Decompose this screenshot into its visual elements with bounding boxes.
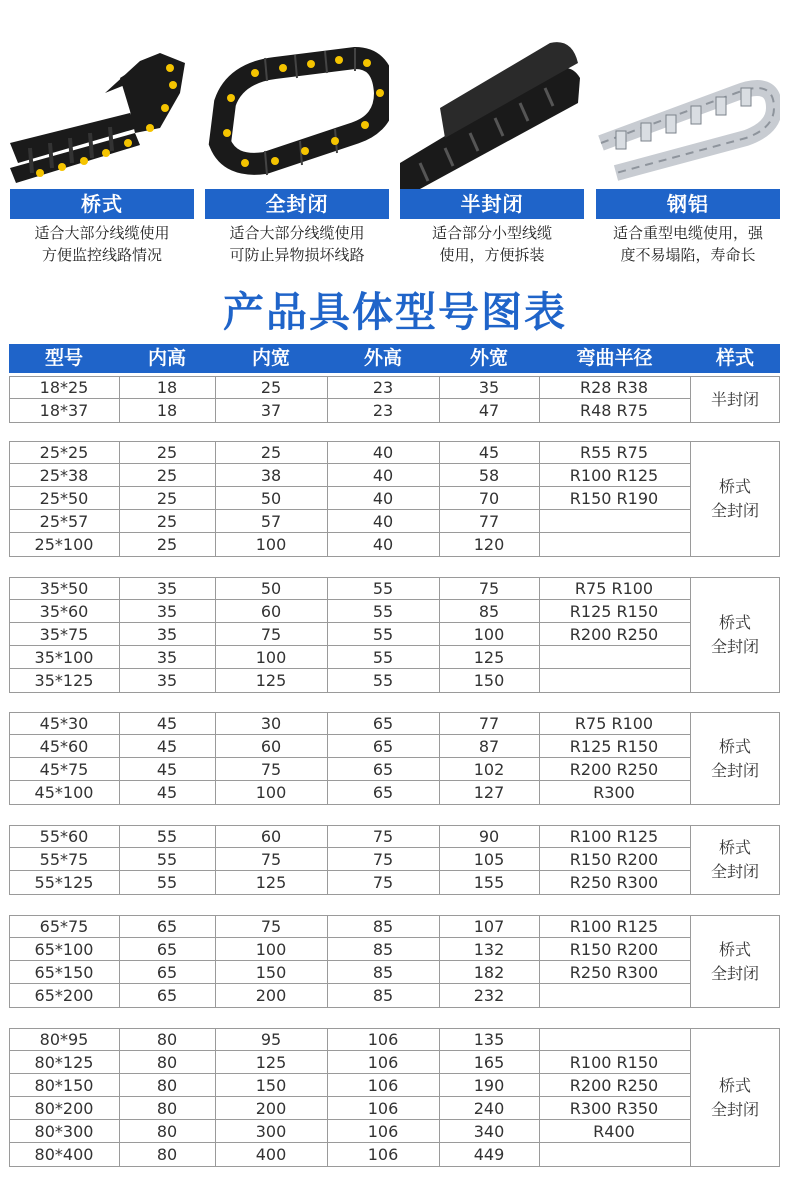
bend-radius-value xyxy=(539,1028,689,1051)
bend-radius-value: R150 R200 xyxy=(569,940,659,959)
style-value: 全封闭 xyxy=(710,862,759,881)
outer-width-cell: 125 xyxy=(473,648,505,667)
outer-height-cell: 55 xyxy=(372,602,394,621)
header-model: 型号 xyxy=(44,347,83,369)
inner-height-cell: 18 xyxy=(156,378,178,397)
header-inner-height: 内高 xyxy=(147,347,186,369)
table-group xyxy=(9,712,780,805)
outer-height-cell: 23 xyxy=(372,401,394,420)
outer-width-cell: 87 xyxy=(478,737,500,756)
outer-height-cell: 75 xyxy=(372,850,394,869)
model-cell: 55*60 xyxy=(39,827,89,846)
style-value: 半封闭 xyxy=(710,390,759,409)
bend-radius-value: R28 R38 xyxy=(579,378,649,397)
style-value: 全封闭 xyxy=(710,964,759,983)
bend-radius-value: R200 R250 xyxy=(569,760,659,779)
style-value: 全封闭 xyxy=(710,637,759,656)
inner-height-cell: 45 xyxy=(156,737,178,756)
bend-radius-value: R250 R300 xyxy=(569,963,659,982)
outer-height-cell: 40 xyxy=(372,512,394,531)
inner-width-cell: 125 xyxy=(255,1053,287,1072)
bend-radius-value: R100 R125 xyxy=(569,917,659,936)
inner-width-cell: 125 xyxy=(255,873,287,892)
outer-height-cell: 85 xyxy=(372,917,394,936)
inner-height-cell: 35 xyxy=(156,648,178,667)
inner-height-cell: 18 xyxy=(156,401,178,420)
inner-height-cell: 65 xyxy=(156,963,178,982)
bend-radius-cell xyxy=(539,1028,689,1143)
style-cell xyxy=(690,938,780,986)
model-cell: 45*30 xyxy=(39,714,89,733)
header-style: 样式 xyxy=(715,347,754,369)
product-description xyxy=(596,222,780,266)
product-desc-line: 适合部分小型线缆 xyxy=(431,224,552,242)
product-desc-line: 可防止异物损坏线路 xyxy=(229,246,365,264)
outer-height-cell: 40 xyxy=(372,535,394,554)
outer-height-cell: 106 xyxy=(367,1099,399,1118)
bend-radius-value: R400 xyxy=(593,1122,635,1141)
bend-radius-cell xyxy=(539,441,689,510)
inner-width-cell: 100 xyxy=(255,535,287,554)
table-group xyxy=(9,915,780,1008)
inner-height-cell: 25 xyxy=(156,535,178,554)
outer-height-cell: 85 xyxy=(372,963,394,982)
inner-width-cell: 37 xyxy=(260,401,282,420)
inner-width-cell: 75 xyxy=(260,850,282,869)
bend-radius-value: R75 R100 xyxy=(574,714,654,733)
outer-height-cell: 75 xyxy=(372,827,394,846)
outer-width-cell: 182 xyxy=(473,963,505,982)
outer-width-cell: 77 xyxy=(478,512,500,531)
outer-height-cell: 65 xyxy=(372,737,394,756)
outer-height-cell: 106 xyxy=(367,1030,399,1049)
style-value: 桥式 xyxy=(718,737,751,756)
model-cell: 45*60 xyxy=(39,737,89,756)
outer-width-cell: 77 xyxy=(478,714,500,733)
table-group xyxy=(9,825,780,895)
table-row xyxy=(9,1143,780,1166)
table-group xyxy=(9,376,780,423)
inner-width-cell: 150 xyxy=(255,1076,287,1095)
model-cell: 25*38 xyxy=(39,466,89,485)
outer-width-cell: 127 xyxy=(473,783,505,802)
model-cell: 55*125 xyxy=(34,873,94,892)
outer-height-cell: 40 xyxy=(372,489,394,508)
product-desc-line: 适合大部分线缆使用 xyxy=(229,224,365,242)
inner-height-cell: 65 xyxy=(156,940,178,959)
outer-height-cell: 65 xyxy=(372,714,394,733)
outer-width-cell: 155 xyxy=(473,873,505,892)
model-cell: 35*125 xyxy=(34,671,94,690)
product-desc-line: 使用，方便拆装 xyxy=(439,246,545,264)
outer-width-cell: 232 xyxy=(473,986,505,1005)
outer-height-cell: 55 xyxy=(372,648,394,667)
model-cell: 45*75 xyxy=(39,760,89,779)
product-label: 钢铝 xyxy=(596,189,780,219)
style-value: 桥式 xyxy=(718,477,751,496)
product-description xyxy=(10,222,194,266)
inner-width-cell: 57 xyxy=(260,512,282,531)
model-cell: 18*25 xyxy=(39,378,89,397)
outer-width-cell: 240 xyxy=(473,1099,505,1118)
outer-height-cell: 40 xyxy=(372,443,394,462)
page-title: 产品具体型号图表 xyxy=(223,288,567,336)
table-header xyxy=(9,344,780,373)
table-group xyxy=(9,1028,780,1167)
inner-width-cell: 50 xyxy=(260,489,282,508)
style-cell xyxy=(690,475,780,523)
inner-width-cell: 200 xyxy=(255,986,287,1005)
outer-width-cell: 107 xyxy=(473,917,505,936)
inner-height-cell: 55 xyxy=(156,827,178,846)
model-cell: 65*200 xyxy=(34,986,94,1005)
table-row xyxy=(9,984,780,1007)
model-cell: 35*75 xyxy=(39,625,89,644)
table-row xyxy=(9,533,780,556)
bend-radius-value: R150 R200 xyxy=(569,850,659,869)
fully-closed-chain-icon xyxy=(205,33,389,189)
steel-aluminum-chain-icon xyxy=(596,33,780,189)
inner-width-cell: 25 xyxy=(260,378,282,397)
outer-height-cell: 106 xyxy=(367,1122,399,1141)
inner-height-cell: 80 xyxy=(156,1099,178,1118)
inner-width-cell: 200 xyxy=(255,1099,287,1118)
inner-width-cell: 60 xyxy=(260,827,282,846)
product-description xyxy=(400,222,584,266)
table-row xyxy=(9,669,780,692)
product-desc-line: 方便监控线路情况 xyxy=(41,246,162,264)
outer-height-cell: 85 xyxy=(372,986,394,1005)
outer-height-cell: 55 xyxy=(372,625,394,644)
bend-radius-value: R300 xyxy=(593,783,635,802)
outer-height-cell: 75 xyxy=(372,873,394,892)
product-types xyxy=(0,0,790,270)
style-value: 全封闭 xyxy=(710,1100,759,1119)
bridge-chain-icon xyxy=(10,33,194,189)
bend-radius-value: R300 R350 xyxy=(569,1099,659,1118)
bend-radius-value: R150 R190 xyxy=(569,489,659,508)
header-outer-height: 外高 xyxy=(363,347,402,369)
outer-height-cell: 40 xyxy=(372,466,394,485)
outer-height-cell: 85 xyxy=(372,940,394,959)
bend-radius-cell xyxy=(539,376,689,422)
model-cell: 35*100 xyxy=(34,648,94,667)
bend-radius-value: R200 R250 xyxy=(569,625,659,644)
inner-width-cell: 30 xyxy=(260,714,282,733)
inner-height-cell: 55 xyxy=(156,850,178,869)
product-desc-line: 度不易塌陷，寿命长 xyxy=(620,246,756,264)
outer-width-cell: 102 xyxy=(473,760,505,779)
inner-height-cell: 80 xyxy=(156,1145,178,1164)
inner-width-cell: 50 xyxy=(260,579,282,598)
model-cell: 80*150 xyxy=(34,1076,94,1095)
semi-closed-chain-icon xyxy=(400,33,584,189)
style-cell xyxy=(690,735,780,783)
outer-width-cell: 449 xyxy=(473,1145,505,1164)
inner-width-cell: 75 xyxy=(260,625,282,644)
inner-height-cell: 25 xyxy=(156,466,178,485)
outer-height-cell: 23 xyxy=(372,378,394,397)
header-inner-width: 内宽 xyxy=(251,347,290,369)
model-cell: 25*25 xyxy=(39,443,89,462)
inner-height-cell: 25 xyxy=(156,512,178,531)
inner-height-cell: 55 xyxy=(156,873,178,892)
style-value: 全封闭 xyxy=(710,501,759,520)
inner-height-cell: 65 xyxy=(156,917,178,936)
model-cell: 80*125 xyxy=(34,1053,94,1072)
outer-width-cell: 135 xyxy=(473,1030,505,1049)
inner-height-cell: 25 xyxy=(156,443,178,462)
outer-width-cell: 105 xyxy=(473,850,505,869)
outer-width-cell: 90 xyxy=(478,827,500,846)
inner-width-cell: 400 xyxy=(255,1145,287,1164)
style-cell xyxy=(690,611,780,659)
outer-height-cell: 55 xyxy=(372,671,394,690)
style-cell xyxy=(690,1074,780,1122)
style-value: 桥式 xyxy=(718,1076,751,1095)
table-row xyxy=(9,510,780,533)
model-cell: 65*150 xyxy=(34,963,94,982)
outer-width-cell: 190 xyxy=(473,1076,505,1095)
bend-radius-value: R250 R300 xyxy=(569,873,659,892)
inner-width-cell: 38 xyxy=(260,466,282,485)
model-cell: 65*75 xyxy=(39,917,89,936)
style-cell xyxy=(690,388,780,412)
inner-height-cell: 35 xyxy=(156,671,178,690)
model-cell: 45*100 xyxy=(34,783,94,802)
style-value: 桥式 xyxy=(718,940,751,959)
model-cell: 25*50 xyxy=(39,489,89,508)
outer-width-cell: 45 xyxy=(478,443,500,462)
inner-width-cell: 125 xyxy=(255,671,287,690)
product-label: 半封闭 xyxy=(400,189,584,219)
product-label: 全封闭 xyxy=(205,189,389,219)
model-cell: 35*60 xyxy=(39,602,89,621)
bend-radius-value: R48 R75 xyxy=(579,401,649,420)
outer-width-cell: 132 xyxy=(473,940,505,959)
bend-radius-cell xyxy=(539,577,689,646)
inner-width-cell: 25 xyxy=(260,443,282,462)
bend-radius-value: R125 R150 xyxy=(569,737,659,756)
inner-width-cell: 100 xyxy=(255,940,287,959)
outer-width-cell: 165 xyxy=(473,1053,505,1072)
inner-height-cell: 35 xyxy=(156,625,178,644)
table-group xyxy=(9,577,780,693)
bend-radius-value: R125 R150 xyxy=(569,602,659,621)
inner-width-cell: 75 xyxy=(260,917,282,936)
inner-height-cell: 80 xyxy=(156,1122,178,1141)
inner-width-cell: 100 xyxy=(255,648,287,667)
bend-radius-value: R100 R125 xyxy=(569,827,659,846)
model-cell: 35*50 xyxy=(39,579,89,598)
style-cell xyxy=(690,836,780,884)
outer-height-cell: 65 xyxy=(372,783,394,802)
product-desc-line: 适合大部分线缆使用 xyxy=(34,224,170,242)
model-cell: 80*95 xyxy=(39,1030,89,1049)
table-row xyxy=(9,646,780,669)
bend-radius-cell xyxy=(539,915,689,984)
outer-width-cell: 85 xyxy=(478,602,500,621)
style-value: 桥式 xyxy=(718,838,751,857)
model-cell: 55*75 xyxy=(39,850,89,869)
model-cell: 80*400 xyxy=(34,1145,94,1164)
outer-width-cell: 70 xyxy=(478,489,500,508)
outer-height-cell: 55 xyxy=(372,579,394,598)
model-cell: 25*100 xyxy=(34,535,94,554)
bend-radius-cell xyxy=(539,712,689,804)
inner-height-cell: 35 xyxy=(156,602,178,621)
model-cell: 18*37 xyxy=(39,401,89,420)
inner-width-cell: 100 xyxy=(255,783,287,802)
style-value: 桥式 xyxy=(718,613,751,632)
outer-height-cell: 65 xyxy=(372,760,394,779)
header-outer-width: 外宽 xyxy=(469,347,508,369)
inner-height-cell: 80 xyxy=(156,1030,178,1049)
inner-height-cell: 45 xyxy=(156,714,178,733)
model-cell: 80*300 xyxy=(34,1122,94,1141)
outer-width-cell: 100 xyxy=(473,625,505,644)
inner-width-cell: 300 xyxy=(255,1122,287,1141)
inner-height-cell: 80 xyxy=(156,1053,178,1072)
outer-width-cell: 35 xyxy=(478,378,500,397)
style-value: 全封闭 xyxy=(710,761,759,780)
outer-width-cell: 340 xyxy=(473,1122,505,1141)
model-cell: 80*200 xyxy=(34,1099,94,1118)
inner-width-cell: 150 xyxy=(255,963,287,982)
bend-radius-value: R100 R150 xyxy=(569,1053,659,1072)
product-description xyxy=(205,222,389,266)
inner-height-cell: 35 xyxy=(156,579,178,598)
outer-height-cell: 106 xyxy=(367,1053,399,1072)
header-bend-radius: 弯曲半径 xyxy=(576,347,653,369)
outer-width-cell: 47 xyxy=(478,401,500,420)
inner-height-cell: 80 xyxy=(156,1076,178,1095)
bend-radius-value: R75 R100 xyxy=(574,579,654,598)
outer-width-cell: 120 xyxy=(473,535,505,554)
outer-width-cell: 75 xyxy=(478,579,500,598)
bend-radius-value: R55 R75 xyxy=(579,443,649,462)
outer-height-cell: 106 xyxy=(367,1145,399,1164)
table-group xyxy=(9,441,780,557)
inner-height-cell: 45 xyxy=(156,760,178,779)
inner-width-cell: 60 xyxy=(260,737,282,756)
inner-height-cell: 25 xyxy=(156,489,178,508)
outer-width-cell: 150 xyxy=(473,671,505,690)
inner-width-cell: 60 xyxy=(260,602,282,621)
inner-height-cell: 65 xyxy=(156,986,178,1005)
inner-height-cell: 45 xyxy=(156,783,178,802)
bend-radius-cell xyxy=(539,825,689,894)
inner-width-cell: 95 xyxy=(260,1030,282,1049)
product-label: 桥式 xyxy=(10,189,194,219)
bend-radius-value: R100 R125 xyxy=(569,466,659,485)
bend-radius-value: R200 R250 xyxy=(569,1076,659,1095)
product-desc-line: 适合重型电缆使用，强 xyxy=(612,224,763,242)
model-cell: 65*100 xyxy=(34,940,94,959)
outer-height-cell: 106 xyxy=(367,1076,399,1095)
model-cell: 25*57 xyxy=(39,512,89,531)
outer-width-cell: 58 xyxy=(478,466,500,485)
inner-width-cell: 75 xyxy=(260,760,282,779)
